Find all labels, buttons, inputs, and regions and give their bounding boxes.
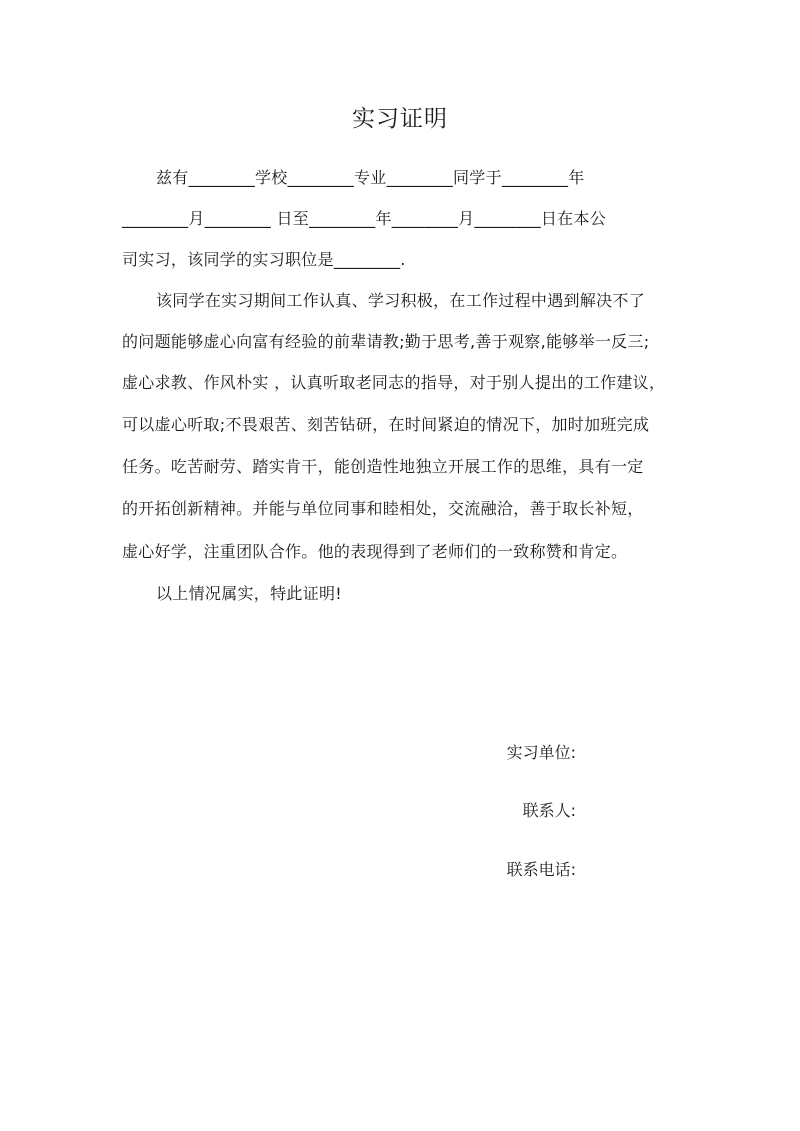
paragraph2-line3: 虚心求教、作风朴实 ，认真听取老同志的指导，对于别人提出的工作建议，: [122, 373, 666, 392]
paragraph1-line1: 兹有________学校________专业________同学于________年: [156, 168, 585, 187]
paragraph2-line6: 的开拓创新精神。并能与单位同事和睦相处，交流融洽，善于取长补短，: [122, 499, 644, 518]
paragraph1-line2: ________月________ 日至________年________月________日在本公: [122, 209, 607, 228]
paragraph3: 以上情况属实，特此证明!: [156, 584, 343, 603]
contact-phone-label: 联系电话:: [506, 860, 576, 879]
paragraph2-line1: 该同学在实习期间工作认真、学习积极，在工作过程中遇到解决不了: [156, 291, 646, 310]
document-title: 实习证明: [352, 106, 448, 132]
paragraph2-line7: 虚心好学，注重团队合作。他的表现得到了老师们的一致称赞和肯定。: [122, 542, 628, 561]
internship-unit-label: 实习单位:: [506, 743, 576, 762]
paragraph1-line3: 司实习，该同学的实习职位是________.: [122, 250, 406, 269]
paragraph2-line4: 可以虚心听取;不畏艰苦、刻苦钻研，在时间紧迫的情况下，加时加班完成: [122, 415, 650, 434]
contact-person-label: 联系人:: [522, 801, 576, 820]
paragraph2-line2: 的问题能够虚心向富有经验的前辈请教;勤于思考,善于观察,能够举一反三;: [122, 332, 650, 351]
paragraph2-line5: 任务。吃苦耐劳、踏实肯干，能创造性地独立开展工作的思维，具有一定: [122, 457, 644, 476]
